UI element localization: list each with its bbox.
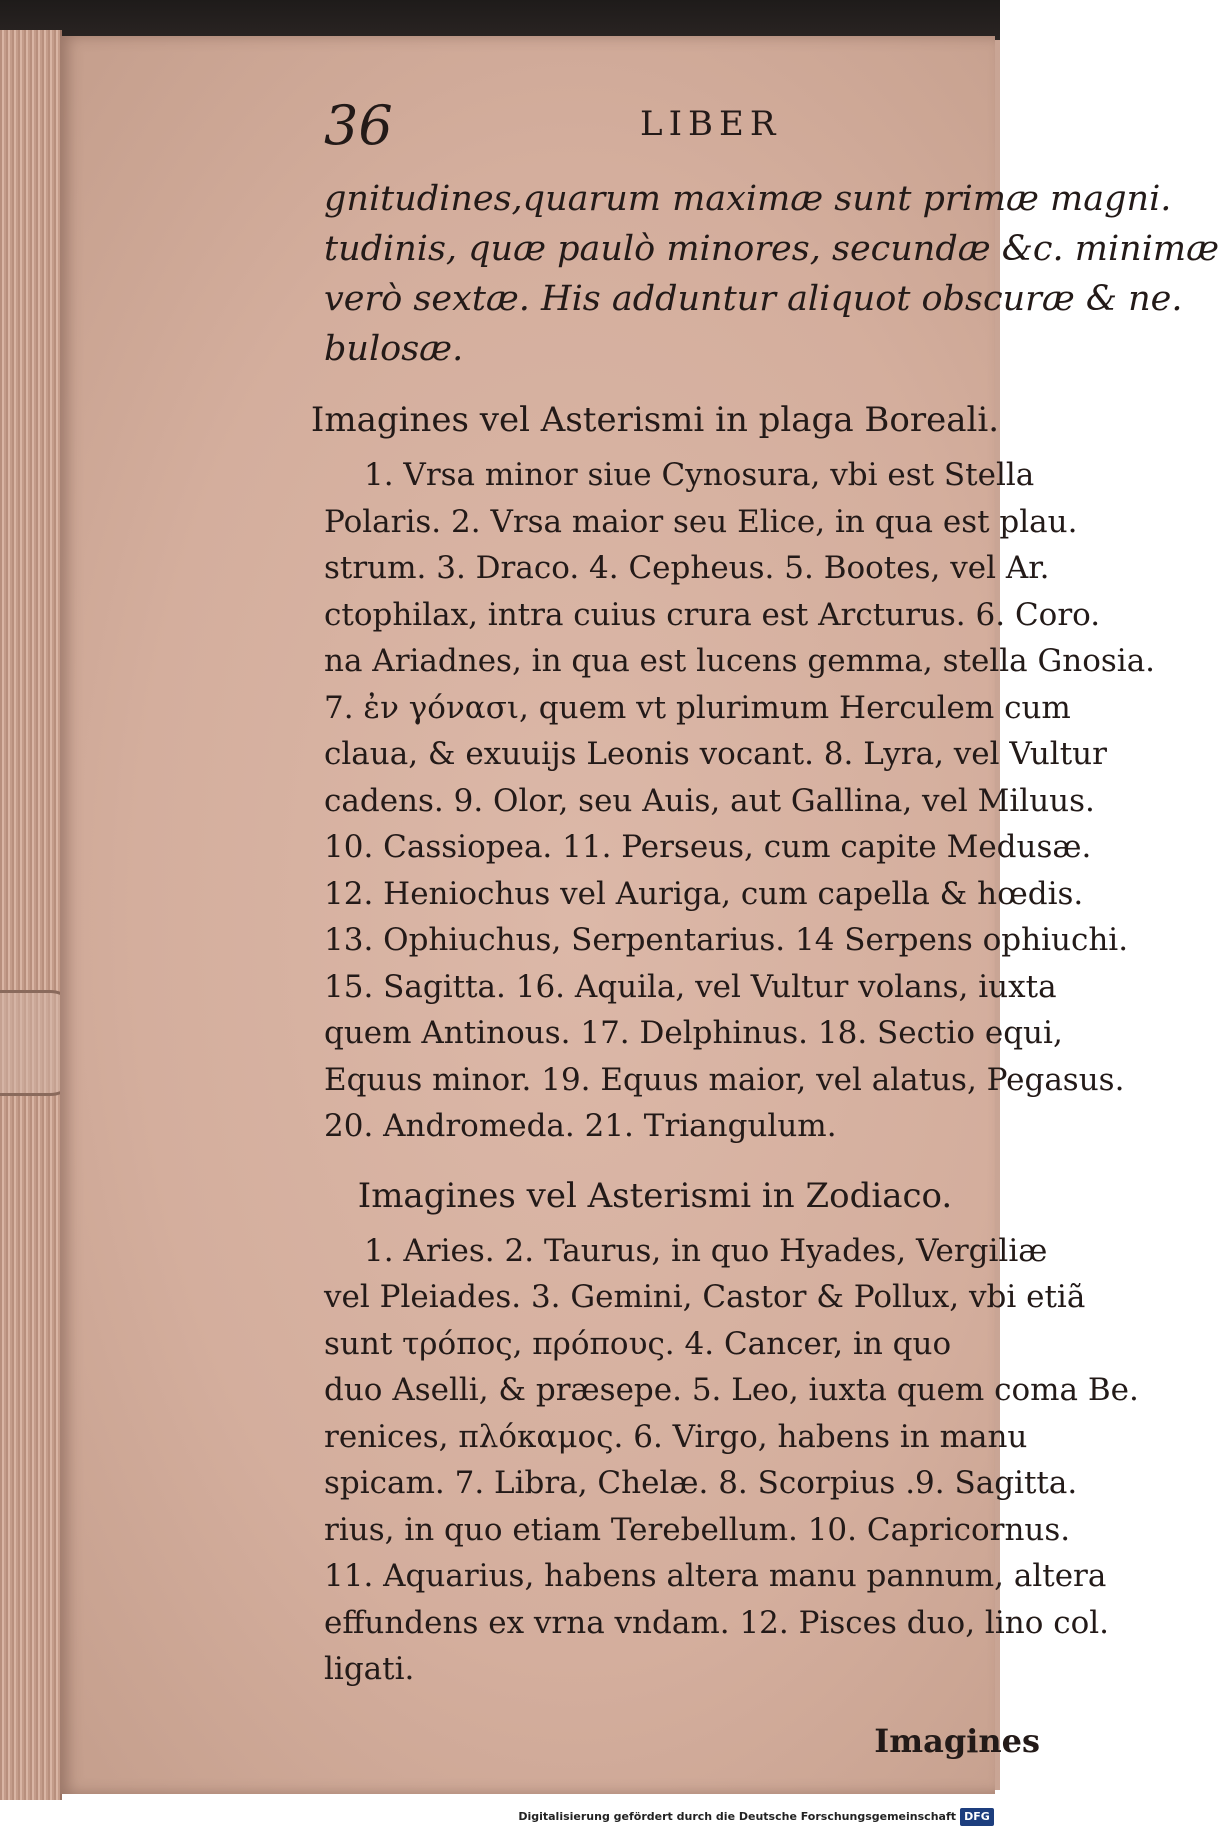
- text-line: 1. Vrsa minor siue Cynosura, vbi est Stella: [364, 457, 1035, 493]
- text-line: spicam. 7. Libra, Chelæ. 8. Scorpius .9. Sagitta.: [324, 1465, 1078, 1501]
- text-line: quem Antinous. 17. Delphinus. 18. Sectio equi,: [324, 1015, 1063, 1051]
- text-line: ctophilax, intra cuius crura est Arcturus. 6. Coro.: [324, 596, 1101, 633]
- text-line: 1. Aries. 2. Taurus, in quo Hyades, Vergiliæ: [364, 1232, 1048, 1269]
- text-line: Polaris. 2. Vrsa maior seu Elice, in qua est plau.: [324, 503, 1078, 540]
- text-line: 13. Ophiuchus, Serpentarius. 14 Serpens ophiuchi.: [324, 922, 1129, 958]
- heading-boreal: Imagines vel Asterismi in plaga Boreali.: [310, 400, 1000, 440]
- text-line: 11. Aquarius, habens altera manu pannum, altera: [324, 1558, 1107, 1594]
- intro-paragraph: [324, 174, 1219, 374]
- page-edges: [0, 30, 62, 1800]
- text-line: Equus minor. 19. Equus maior, vel alatus, Pegasus.: [324, 1061, 1125, 1098]
- text-line: renices, πλόκαμος. 6. Virgo, habens in manu: [324, 1418, 1028, 1455]
- intro-line: tudinis, quæ paulò minores, secundæ &c. minimæ: [324, 229, 1219, 269]
- intro-line: bulosæ.: [324, 329, 464, 369]
- text-line: 7. ἐν γόνασι, quem vt plurimum Herculem cum: [324, 689, 1071, 726]
- text-line: duo Aselli, & præsepe. 5. Leo, iuxta quem coma Be.: [324, 1372, 1139, 1408]
- text-line: sunt τρόπος, πρόπους. 4. Cancer, in quo: [324, 1325, 952, 1362]
- book-page: [60, 36, 1219, 1794]
- boreal-paragraph: [324, 452, 1156, 1150]
- funding-credit: Digitalisierung gefördert durch die Deutsche Forschungsgemeinschaft: [518, 1810, 956, 1823]
- page-header: [260, 96, 1050, 166]
- text-line: strum. 3. Draco. 4. Cepheus. 5. Bootes, vel Ar.: [324, 550, 1050, 586]
- text-line: ligati.: [324, 1651, 415, 1687]
- text-line: 20. Andromeda. 21. Triangulum.: [324, 1108, 837, 1144]
- digitization-footer: [0, 1804, 1000, 1832]
- text-line: 12. Heniochus vel Auriga, cum capella & hœdis.: [324, 875, 1084, 912]
- text-line: cadens. 9. Olor, seu Auis, aut Gallina, vel Miluus.: [324, 782, 1095, 819]
- text-line: claua, & exuuijs Leonis vocant. 8. Lyra, vel Vultur: [324, 736, 1107, 772]
- text-block: [260, 94, 1219, 1771]
- text-line: rius, in quo etiam Terebellum. 10. Capricornus.: [324, 1511, 1071, 1548]
- heading-zodiac: Imagines vel Asterismi in Zodiaco.: [357, 1175, 953, 1216]
- running-head: LIBER: [640, 104, 782, 144]
- zodiac-paragraph: [324, 1228, 1139, 1693]
- intro-line: verò sextæ. His adduntur aliquot obscuræ & ne.: [324, 279, 1183, 319]
- intro-line: gnitudines,quarum maximæ sunt primæ magni.: [324, 179, 1172, 219]
- catchword: Imagines: [874, 1721, 1040, 1760]
- text-line: effundens ex vrna vndam. 12. Pisces duo, lino col.: [324, 1604, 1110, 1641]
- text-line: 15. Sagitta. 16. Aquila, vel Vultur volans, iuxta: [324, 968, 1057, 1005]
- text-line: vel Pleiades. 3. Gemini, Castor & Pollux, vbi etiã: [324, 1279, 1086, 1315]
- text-line: na Ariadnes, in qua est lucens gemma, stella Gnosia.: [324, 643, 1156, 679]
- dfg-logo-icon: DFG: [960, 1808, 994, 1826]
- page-number: 36: [324, 94, 393, 157]
- text-line: 10. Cassiopea. 11. Perseus, cum capite Medusæ.: [324, 829, 1092, 865]
